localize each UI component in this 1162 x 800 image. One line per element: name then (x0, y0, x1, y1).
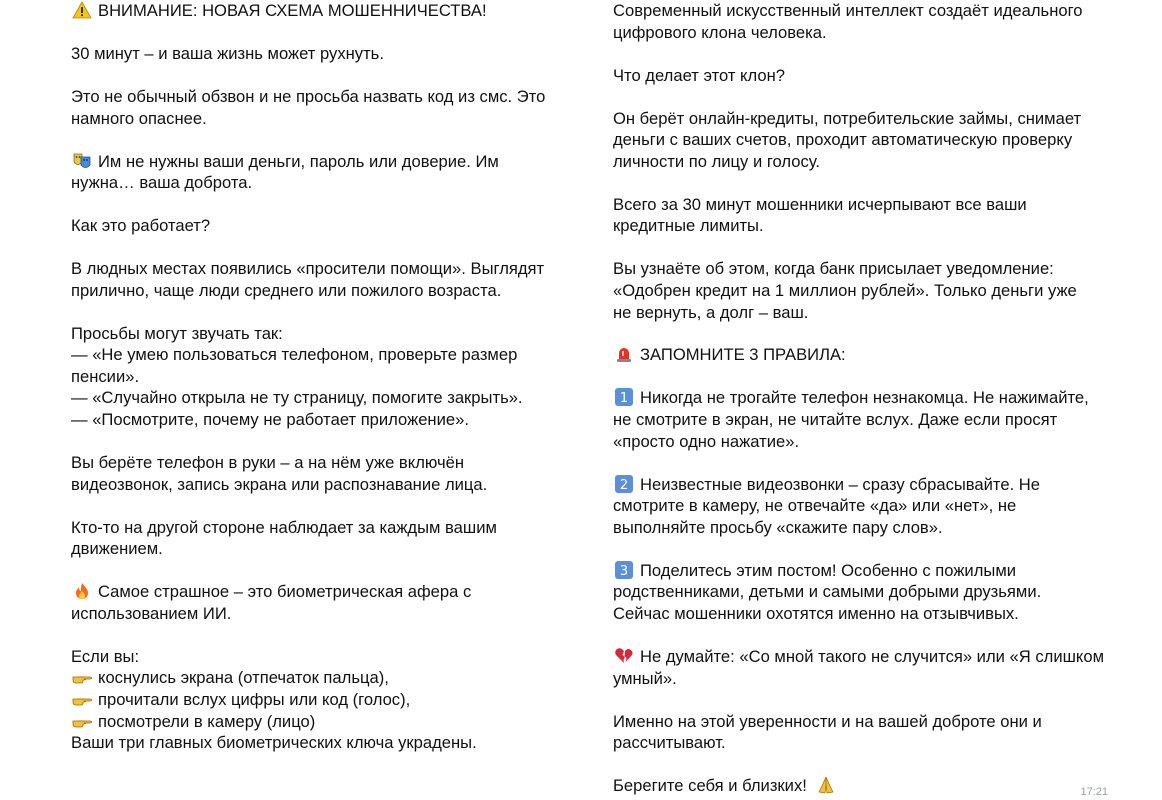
text-line: — «Не умею пользоваться телефоном, проверьте размер (71, 345, 518, 365)
text-line: Ваши три главных биометрических ключа украдены. (71, 733, 477, 753)
text-line: Именно на этой уверенности и на вашей доброте они и (613, 711, 1042, 731)
text-line: «просто одно нажатие». (613, 431, 800, 451)
keycap-2-icon (613, 475, 635, 493)
warning-icon (71, 1, 93, 19)
text-line: Вы берёте телефон в руки – а на нём уже включён (71, 453, 464, 473)
rule-item-1: 1 Никогда не трогайте телефон незнакомца. Не нажимайте, (613, 387, 1123, 409)
svg-text:1: 1 (619, 391, 629, 407)
text-line: кредитные лимиты. (613, 216, 764, 236)
fire-icon (71, 582, 93, 600)
broken-heart-icon (613, 647, 635, 665)
text-line: цифрового клона человека. (613, 22, 827, 42)
text-line: Современный искусственный интеллект создаёт идеального (613, 1, 1083, 20)
text-line: — «Случайно открыла не ту страницу, помогите закрыть». (71, 388, 523, 408)
text-line: выполняйте просьбу «скажите пару слов». (613, 517, 943, 537)
rule-item-3: 3 Поделитесь этим постом! Особенно с пожилыми (613, 560, 1123, 582)
post-title: ВНИМАНИЕ: НОВАЯ СХЕМА МОШЕННИЧЕСТВА! (71, 0, 596, 22)
keycap-3-icon (613, 561, 635, 579)
text-line: Им не нужны ваши деньги, пароль или доверие. Им (71, 151, 596, 173)
text-line: намного опаснее. (71, 108, 207, 128)
text-line: видеозвонок, запись экрана или распознавание лица. (71, 474, 488, 494)
text-line: Кто-то на другой стороне наблюдает за каждым вашим (71, 517, 497, 537)
keycap-1-icon (613, 388, 635, 406)
pointing-hand-icon (71, 690, 93, 708)
list-item: коснулись экрана (отпечаток пальца), (71, 667, 596, 689)
text-line: Если вы: (71, 646, 140, 666)
text-line: родственниками, детьми и самыми добрыми друзьями. (613, 582, 1042, 602)
text-line: прилично, чаще люди среднего или пожилого возраста. (71, 280, 502, 300)
text-line: умный». (613, 668, 677, 688)
svg-text:2: 2 (619, 477, 629, 493)
text-line: нужна… ваша доброта. (71, 173, 253, 193)
text-line: Просьбы могут звучать так: (71, 323, 283, 343)
pointing-hand-icon (71, 712, 93, 730)
closing-line: Берегите себя и близких! (613, 775, 1123, 797)
message-left-column (71, 0, 596, 754)
rules-heading: ЗАПОМНИТЕ 3 ПРАВИЛА: (613, 344, 1123, 366)
rule-item-2: 2 Неизвестные видеозвонки – сразу сбрасывайте. Не (613, 474, 1123, 496)
text-line: не вернуть, а долг – ваш. (613, 302, 809, 322)
text-line: рассчитывают. (613, 733, 726, 753)
text-line: личности по лицу и голосу. (613, 151, 821, 171)
text-line: Что делает этот клон? (613, 65, 785, 85)
text-line: Сейчас мошенники охотятся именно на отзывчивых. (613, 604, 1019, 623)
praying-hands-icon (815, 776, 837, 794)
text-line: Вы узнаёте об этом, когда банк присылает уведомление: (613, 259, 1054, 279)
text-line: деньги с ваших счетов, проходит автоматическую проверку (613, 130, 1073, 150)
svg-text:3: 3 (619, 563, 629, 579)
text-line: смотрите в камеру, не отвечайте «да» или «нет», не (613, 496, 1017, 516)
list-item: посмотрели в камеру (лицо) (71, 711, 596, 733)
text-line: использованием ИИ. (71, 603, 232, 623)
siren-icon (613, 345, 635, 363)
theater-masks-icon (71, 152, 93, 170)
text-line: Как это работает? (71, 216, 211, 236)
text-line: Всего за 30 минут мошенники исчерпывают все ваши (613, 194, 1027, 214)
text-line: 30 минут – и ваша жизнь может рухнуть. (71, 43, 384, 63)
text-line: Он берёт онлайн-кредиты, потребительские займы, снимает (613, 108, 1082, 128)
text-line: Не думайте: «Со мной такого не случится» или «Я слишком (613, 646, 1123, 668)
text-line: Самое страшное – это биометрическая афера с (71, 581, 596, 603)
text-line: — «Посмотрите, почему не работает приложение». (71, 410, 469, 430)
text-line: Это не обычный обзвон и не просьба назвать код из смс. Это (71, 86, 546, 106)
message-right-column (613, 0, 1123, 797)
text-line: В людных местах появились «просители помощи». Выглядят (71, 259, 545, 279)
text-line: движением. (71, 539, 163, 559)
text-line: не смотрите в экран, не читайте вслух. Даже если просят (613, 410, 1058, 430)
message-timestamp: 17:21 (1080, 786, 1108, 798)
text-line: пенсии». (71, 366, 140, 386)
pointing-hand-icon (71, 668, 93, 686)
text-line: «Одобрен кредит на 1 миллион рублей». Только деньги уже (613, 280, 1077, 300)
list-item: прочитали вслух цифры или код (голос), (71, 689, 596, 711)
